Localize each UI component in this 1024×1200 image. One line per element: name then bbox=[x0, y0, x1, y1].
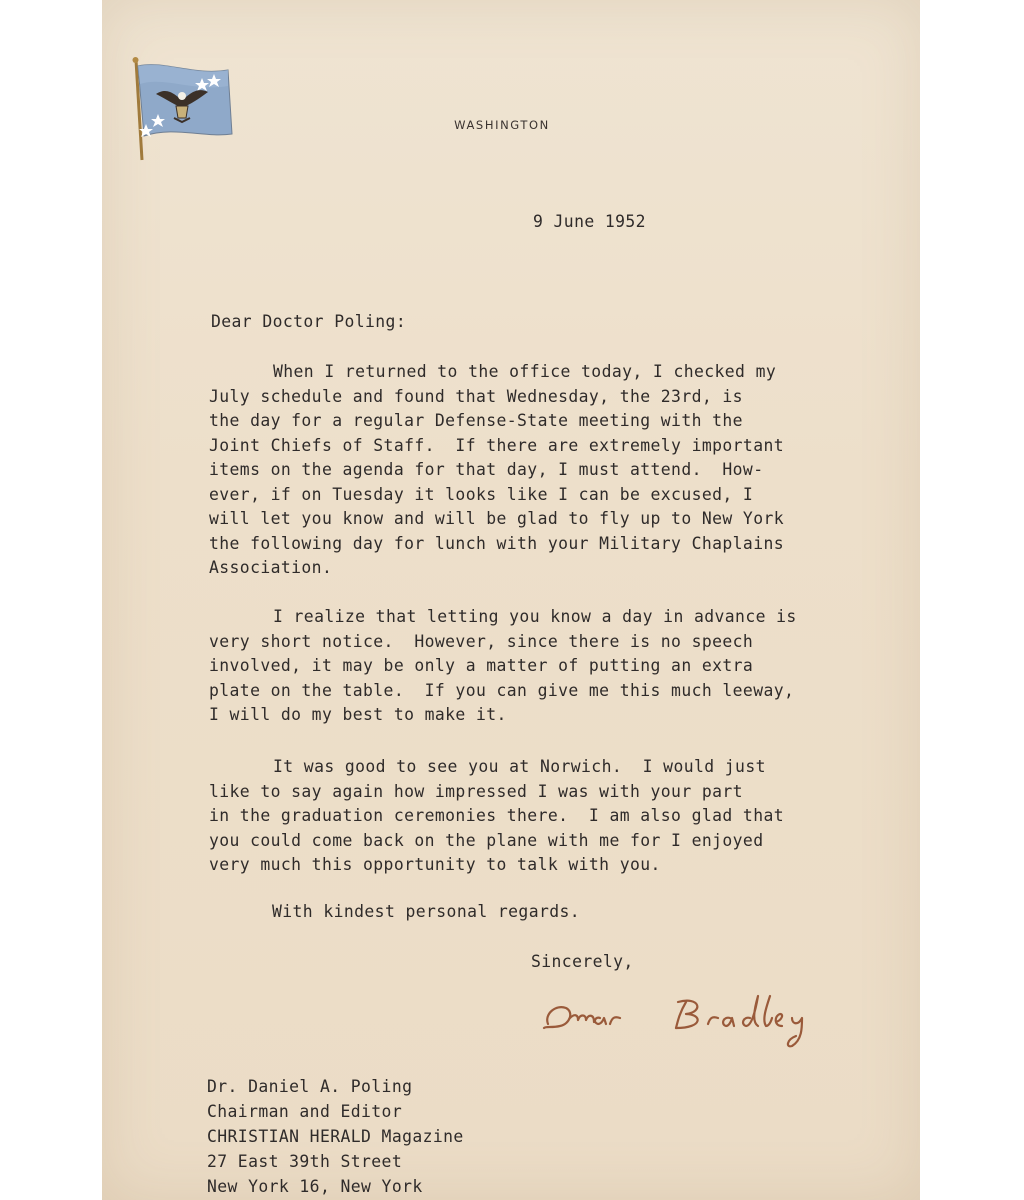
address-line: Dr. Daniel A. Poling bbox=[207, 1077, 413, 1096]
paragraph-line: It was good to see you at Norwich. I would just bbox=[273, 757, 766, 776]
paragraph-line: I will do my best to make it. bbox=[209, 705, 507, 724]
paragraph-line: the day for a regular Defense-State meeting with the bbox=[209, 411, 743, 430]
paragraph-2 bbox=[209, 605, 849, 728]
signoff: Sincerely, bbox=[531, 952, 634, 971]
paragraph-line: you could come back on the plane with me for I enjoyed bbox=[209, 830, 764, 850]
salutation: Dear Doctor Poling: bbox=[211, 312, 407, 331]
recipient-address bbox=[207, 1074, 464, 1199]
paragraph-line: involved, it may be only a matter of putting an extra bbox=[209, 656, 754, 675]
address-line: 27 East 39th Street bbox=[207, 1152, 403, 1171]
letter-date: 9 June 1952 bbox=[533, 212, 646, 231]
paragraph-line: Association. bbox=[209, 558, 333, 577]
paragraph-line: ever, if on Tuesday it looks like I can be excused, I bbox=[209, 484, 754, 504]
paragraph-line: the following day for lunch with your Military Chaplains bbox=[209, 533, 785, 553]
paragraph-line: July schedule and found that Wednesday, the 23rd, is bbox=[209, 386, 743, 406]
paragraph-line: items on the agenda for that day, I must attend. How- bbox=[209, 460, 764, 479]
paragraph-line: When I returned to the office today, I checked my bbox=[273, 362, 777, 381]
four-star-flag-icon bbox=[124, 56, 236, 164]
paragraph-line: Joint Chiefs of Staff. If there are extremely important bbox=[209, 435, 785, 455]
paragraph-3 bbox=[209, 755, 849, 878]
paragraph-line: very much this opportunity to talk with you. bbox=[209, 855, 661, 874]
address-line: Chairman and Editor bbox=[207, 1102, 403, 1121]
letterhead-place: WASHINGTON bbox=[454, 118, 550, 132]
closing-line: With kindest personal regards. bbox=[272, 902, 581, 921]
paragraph-line: in the graduation ceremonies there. I am also glad that bbox=[209, 806, 785, 825]
address-line: New York 16, New York bbox=[207, 1177, 423, 1196]
handwritten-signature bbox=[540, 988, 870, 1050]
paragraph-line: plate on the table. If you can give me this much leeway, bbox=[209, 680, 795, 700]
address-line: CHRISTIAN HERALD Magazine bbox=[207, 1127, 464, 1146]
paragraph-line: I realize that letting you know a day in advance is bbox=[273, 607, 797, 626]
paragraph-line: will let you know and will be glad to fly up to New York bbox=[209, 509, 785, 528]
paragraph-line: very short notice. However, since there is no speech bbox=[209, 631, 754, 651]
paragraph-1 bbox=[209, 360, 849, 581]
paragraph-line: like to say again how impressed I was with your part bbox=[209, 781, 743, 801]
